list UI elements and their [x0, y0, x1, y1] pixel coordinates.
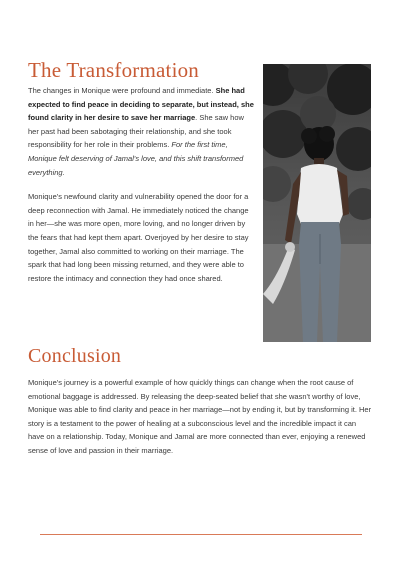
transformation-paragraph-2: Monique's newfound clarity and vulnerability opened the door for a deep reconnection with Jamal. He immediately noticed the change in her—she was more open, more loving, and no longer driven by the fears that had kept them apart. Overjoyed by her desire to stay together, Jamal also committed to working on their marriage. The spark that had long been missing returned, and they were able to restore the intimacy and connection they had once shared.: [28, 192, 249, 283]
conclusion-paragraph: Monique's journey is a powerful example of how quickly things can change when the root cause of emotional baggage is addressed. By releasing the deep-seated belief that she wasn't worthy of love, Monique was able to find clarity and peace in her marriage—not by ending it, but by transforming it. Her story is a testament to the power of healing at a subconscious level and the incredible impact it can have on a relationship. Today, Monique and Jamal are more connected than ever, enjoying a renewed sense of love and passion in their marriage.: [28, 378, 372, 455]
photo-illustration: [263, 64, 371, 342]
transformation-text-column: [28, 84, 256, 296]
couple-photo: [263, 64, 371, 342]
paragraph-bold-statement: She had expected to find peace in deciding to separate, but instead, she found clarity in her desire to save her marriage: [28, 86, 254, 123]
transformation-paragraph-1: [28, 84, 256, 179]
footer-divider: [40, 534, 362, 535]
section-title-conclusion: Conclusion: [28, 345, 122, 367]
paragraph-middle: . She saw how her past had been sabotaging their relationship, and she took responsibility for her role in their problems.: [28, 113, 244, 150]
section-title-transformation: The Transformation: [28, 58, 200, 82]
paragraph-italic-statement: For the first time, Monique felt deserving of Jamal's love, and this shift transformed everything.: [28, 140, 244, 177]
paragraph-intro: The changes in Monique were profound and immediate.: [28, 86, 216, 95]
